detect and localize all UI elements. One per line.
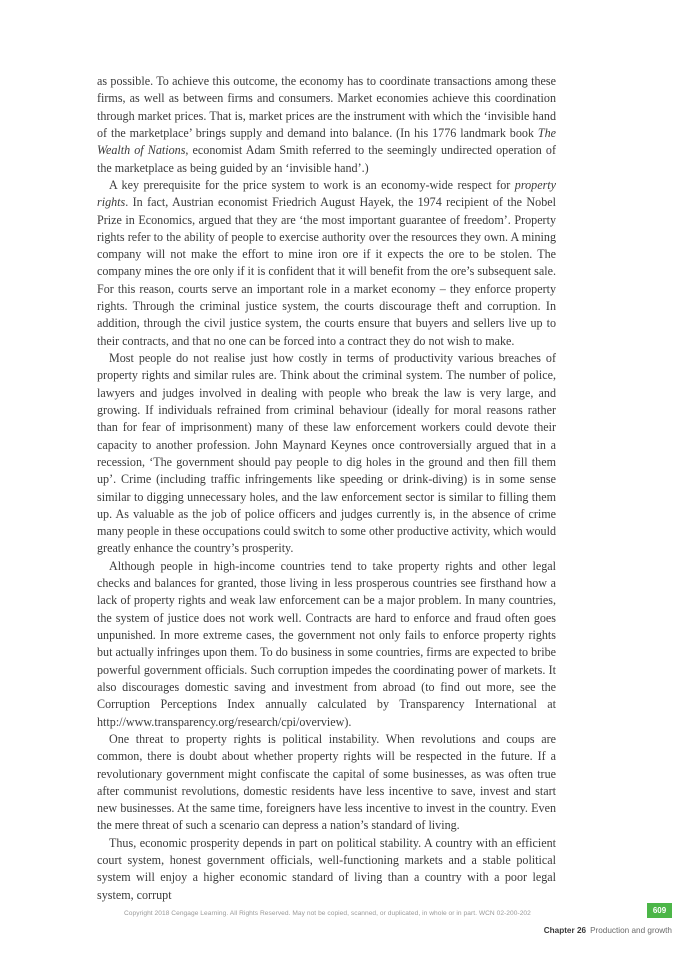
copyright-notice: Copyright 2018 Cengage Learning. All Rights Reserved. May not be copied, scanned, or duplicated, in whole or in part. WCN 02-200-202 [124,910,531,917]
paragraph-property-rights: A key prerequisite for the price system to work is an economy-wide respect for property rights. In fact, Austrian economist Friedrich August Hayek, the 1974 recipient of the Nobel Prize in Economics, argued that they are ‘the most important guarantee of freedom’. Property rights refer to the ability of people to exercise authority over the resources they own. A mining company will not make the effort to mine iron ore if it expects the ore to be stolen. The company mines the ore only if it is confident that it will benefit from the ore’s subsequent sale. For this reason, courts serve an important role in a market economy – they enforce property rights. Through the criminal justice system, the courts discourage theft and corruption. In addition, through the civil justice system, the courts ensure that buyers and sellers live up to their contracts, and that no one can be forced into a contract they do not wish to make. [97,177,556,348]
paragraph-political-stability: Thus, economic prosperity depends in part on political stability. A country with an efficient court system, honest government officials, well-functioning markets and a stable political system will enjoy a higher economic standard of living than a country with a poor legal system, corrupt [97,835,556,902]
paragraph-market-prices: as possible. To achieve this outcome, the economy has to coordinate transactions among these firms, as well as between firms and consumers. Market economies achieve this coordination through market prices. That is, market prices are the instrument with which the ‘invisible hand of the marketplace’ brings supply and demand into balance. (In his 1776 landmark book The Wealth of Nations, economist Adam Smith referred to the seemingly undirected operation of the marketplace as being guided by an ‘invisible hand’.) [97,74,556,175]
paragraph-political-instability: One threat to property rights is political instability. When revolutions and coups are common, there is doubt about whether property rights will be respected in the future. If a revolutionary government might confiscate the capital of some businesses, as was often true after communist revolutions, domestic residents have less incentive to save, invest and start new businesses. At the same time, foreigners have less incentive to invest in the country. Even the mere threat of such a scenario can depress a nation’s standard of living. [97,731,556,833]
page-number-badge: 609 [647,903,672,918]
chapter-label: Chapter 26 [543,926,587,935]
running-footer [544,926,672,935]
paragraph-cost-of-breaches: Most people do not realise just how costly in terms of productivity various breaches of property rights and similar rules are. Think about the criminal system. The number of police, lawyers and judges involved in dealing with people who break the law is very large, and growing. If individuals refrained from criminal behaviour (ideally for moral reasons rather than for fear of imprisonment) many of these law enforcement workers could devote their capacity to another profession. John Maynard Keynes once controversially argued that in a recession, ‘The government should pay people to dig holes in the ground and then fill them up’. Crime (including traffic infringements like speeding or drink-diving) is in some sense similar to digging unnecessary holes, and the law enforcement sector is similar to filling them up. As valuable as the job of police officers and judges currently is, in the absence of crime many people in these occupations could switch to some other productive activity, which would greatly enhance the country’s prosperity. [97,351,556,556]
paragraph-high-income-countries: Although people in high-income countries tend to take property rights and other legal checks and balances for granted, those living in less prosperous countries see firsthand how a lack of property rights and weak law enforcement can be a major problem. In many countries, the system of justice does not work well. Contracts are hard to enforce and fraud often goes unpunished. In more extreme cases, the government not only fails to enforce property rights but actually infringes upon them. To do business in some countries, firms are expected to bribe powerful government officials. Such corruption impedes the coordinating power of markets. It also discourages domestic saving and investment from abroad (to find out more, see the Corruption Perceptions Index annually calculated by Transparency International at http://www.transparency.org/research/cpi/overview). [97,558,556,729]
body-text [97,73,556,904]
term-property-rights: property rights [97,177,556,210]
book-title-wealth-of-nations: The Wealth of Nations [97,125,556,158]
chapter-title: Production and growth [590,926,672,935]
